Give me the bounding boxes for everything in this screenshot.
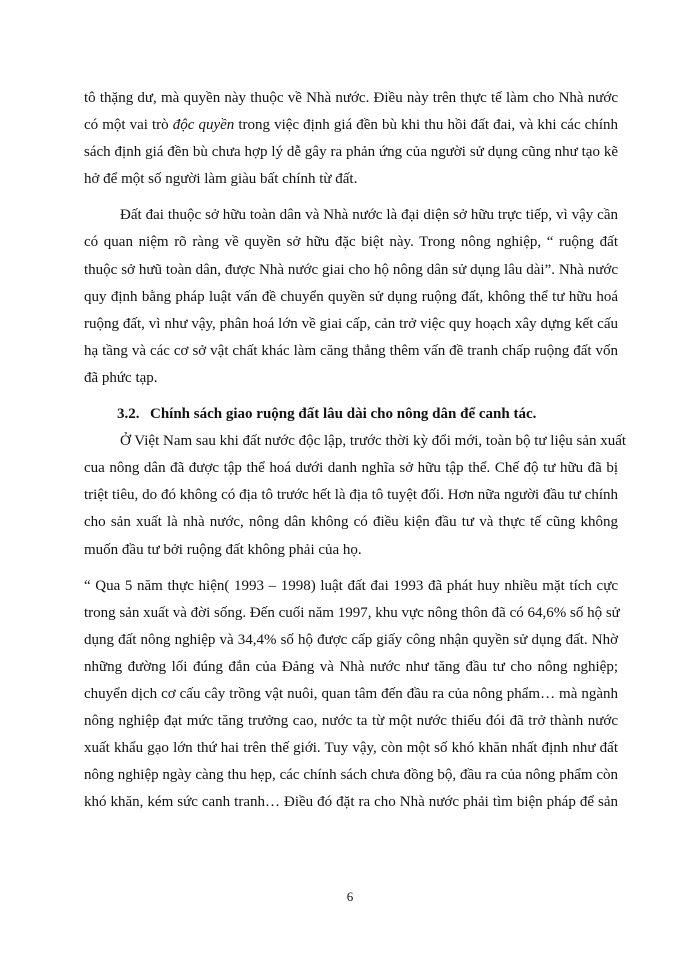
page-number: 6 <box>346 889 354 904</box>
text-line: xuất khẩu gạo lớn thứ hai trên thế giới. Tuy vậy, còn một số khó khăn nhất định như đất <box>84 740 618 757</box>
text-line: cho sản xuất là nhà nước, nông dân không có điều kiện đầu tư và thực tế cũng không <box>84 514 618 531</box>
text-line: Đất đai thuộc sở hữu toàn dân và Nhà nước là đại diện sở hữu trực tiếp, vì vậy cần <box>120 207 618 224</box>
text-line: đã phức tạp. <box>84 369 158 386</box>
text-line: “ Qua 5 năm thực hiện( 1993 – 1998) luật đất đai 1993 đã phát huy nhiều mặt tích cực <box>84 577 618 594</box>
text-line: trong sản xuất và đời sống. Đến cuối năm 1997, khu vực nông thôn đã có 64,6% số hộ sử <box>84 604 620 621</box>
text-line: dụng đất nông nghiệp và 34,4% số hộ được cấp giấy công nhận quyền sử dụng đất. Nhờ <box>84 631 618 648</box>
document-page <box>84 88 627 819</box>
paragraph-before-reform <box>84 431 627 559</box>
text-line: hạ tầng và các cơ sở vật chất khác làm căng thẳng thêm vấn đề tranh chấp ruộng đất vốn <box>84 342 618 359</box>
paragraph-land-ownership <box>84 205 618 388</box>
text-line: hở để một số người làm giàu bất chính từ đất. <box>84 171 358 188</box>
text-line: quy định bằng pháp luật vấn đề chuyển quyền sử dụng ruộng đất, không thể tư hữu hoá <box>84 288 618 305</box>
text-line-with-emphasis <box>84 115 618 135</box>
text-line: nông nghiệp ngày càng thu hẹp, các chính sách chưa đồng bộ, đầu ra của nông phẩm còn <box>84 767 618 784</box>
text-line: triệt tiêu, do đó không có địa tô trước hết là địa tô tuyệt đối. Hơn nữa người đầu tư chính <box>84 487 618 504</box>
text-line: có quan niệm rõ ràng về quyền sở hữu đặc biệt này. Trong nông nghiệp, “ ruộng đất <box>84 234 618 251</box>
emphasized-term: độc quyền <box>172 117 235 134</box>
paragraph-continuation <box>84 88 618 189</box>
text-line: thuộc sở hưũ toàn dân, được Nhà nước giai cho hộ nông dân sử dụng lâu dài”. Nhà nước <box>84 261 618 278</box>
section-heading <box>84 404 618 424</box>
text-line: khó khăn, kém sức canh tranh… Điều đó đặt ra cho Nhà nước phải tìm biện pháp để sản <box>84 794 618 811</box>
text-line: sách định giá đền bù chưa hợp lý dễ gây ra phản ứng của người sử dụng cũng như tạo kẽ <box>84 144 618 161</box>
text-line: cua nông dân đã được tập thể hoá dưới danh nghĩa sở hữu tập thể. Chế độ tư hữu đã bị <box>84 460 618 477</box>
text-line: nông nghiệp đạt mức tăng trưởng cao, nước ta từ một nước thiếu đói đã trở thành nước <box>84 713 618 730</box>
text-fragment: có một vai trò <box>84 117 173 134</box>
text-line: ruộng đất, vì như vậy, phân hoá lớn về giai cấp, cản trở việc quy hoạch xây dựng kết cấu <box>84 315 618 332</box>
section-title: Chính sách giao ruộng đất lâu dài cho nông dân để canh tác. <box>150 406 537 423</box>
text-line: Ở Việt Nam sau khi đất nước độc lập, trước thời kỳ đổi mới, toàn bộ tư liệu sản xuất <box>120 433 627 450</box>
text-line: tô thặng dư, mà quyền này thuộc về Nhà nước. Điều này trên thực tế làm cho Nhà nước <box>84 90 618 106</box>
paragraph-land-law-quote <box>84 576 618 813</box>
section-number: 3.2. <box>117 406 140 423</box>
text-line: muốn đầu tư bởi ruộng đất không phải của họ. <box>84 541 362 558</box>
text-line: chuyển dịch cơ cấu cây trồng vật nuôi, quan tâm đến đầu ra của nông phẩm… mà ngành <box>84 685 618 702</box>
text-fragment: trong việc định giá đền bù khi thu hồi đất đai, và khi các chính <box>234 117 619 134</box>
text-line: những đường lối đúng đắn của Đảng và Nhà nước như tăng đầu tư cho nông nghiệp; <box>84 658 618 675</box>
